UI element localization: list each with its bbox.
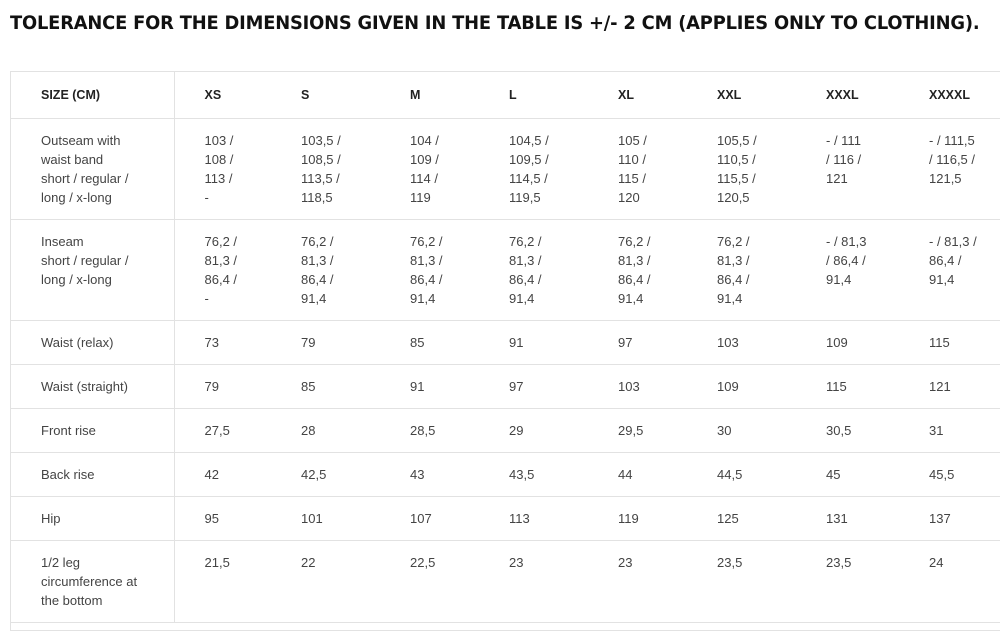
cell-value: - / 111,5 / 116,5 / 121,5 (929, 133, 976, 186)
table-row-back-rise (11, 453, 1000, 497)
row-label-text: Inseam short / regular / long / x-long (41, 234, 129, 287)
table-cell (479, 541, 588, 623)
cell-value: 30,5 (826, 423, 852, 438)
cell-value: 85 (410, 335, 425, 350)
table-cell (380, 220, 479, 321)
table-row-hip (11, 497, 1000, 541)
cell-value: 103,5 / 108,5 / 113,5 / 118,5 (301, 133, 341, 205)
cell-value: 104,5 / 109,5 / 114,5 / 119,5 (509, 133, 549, 205)
row-label (11, 453, 174, 497)
table-cell (899, 119, 1000, 220)
cell-value: 91 (410, 379, 425, 394)
row-label-text: Waist (relax) (41, 335, 114, 350)
row-label-text: Outseam with waist band short / regular / long / x-long (41, 133, 129, 205)
cell-value: 44 (618, 467, 633, 482)
table-cell (899, 365, 1000, 409)
cell-value: 42,5 (301, 467, 327, 482)
cell-value: 113 (509, 511, 530, 526)
table-cell (899, 541, 1000, 623)
cell-value: 23,5 (826, 555, 852, 570)
cell-value: 45 (826, 467, 841, 482)
cell-value: 91 (509, 335, 524, 350)
table-cell (271, 541, 380, 623)
table-cell (380, 497, 479, 541)
cell-value: 121 (929, 379, 951, 394)
cell-value: 44,5 (717, 467, 743, 482)
cell-value: 79 (204, 379, 219, 394)
table-cell (380, 365, 479, 409)
table-cell (174, 409, 271, 453)
cell-value: 104 / 109 / 114 / 119 (410, 133, 439, 205)
cell-value: 76,2 / 81,3 / 86,4 / 91,4 (410, 234, 443, 306)
cell-value: 107 (410, 511, 432, 526)
cell-value: 28 (301, 423, 316, 438)
row-label (11, 365, 174, 409)
table-cell (899, 409, 1000, 453)
table-cell (588, 541, 687, 623)
cell-value: 115 (929, 335, 950, 350)
table-cell (271, 497, 380, 541)
table-cell (588, 321, 687, 365)
cell-value: 27,5 (204, 423, 230, 438)
table-cell (479, 365, 588, 409)
cell-value: 119 (618, 511, 639, 526)
cell-value: - / 81,3 / 86,4 / 91,4 (826, 234, 867, 287)
cell-value: 23 (618, 555, 633, 570)
cell-value: 109 (717, 379, 739, 394)
cell-value: 97 (509, 379, 524, 394)
cell-value: 76,2 / 81,3 / 86,4 / 91,4 (301, 234, 334, 306)
cell-value: 76,2 / 81,3 / 86,4 / 91,4 (717, 234, 750, 306)
cell-value: 76,2 / 81,3 / 86,4 / 91,4 (509, 234, 542, 306)
row-label-text: Front rise (41, 423, 96, 438)
table-cell (796, 541, 899, 623)
cell-value: 109 (826, 335, 848, 350)
table-cell (588, 119, 687, 220)
cell-value: 43 (410, 467, 425, 482)
table-cell (174, 453, 271, 497)
row-label (11, 497, 174, 541)
cell-value: 43,5 (509, 467, 535, 482)
size-table (11, 72, 1000, 623)
header-size-xxl: XXL (687, 72, 796, 119)
table-cell (687, 409, 796, 453)
row-label (11, 220, 174, 321)
row-label-text: Back rise (41, 467, 95, 482)
cell-value: 22,5 (410, 555, 436, 570)
tolerance-notice: TOLERANCE FOR THE DIMENSIONS GIVEN IN THE TABLE IS +/- 2 CM (APPLIES ONLY TO CLOTHING). (10, 12, 980, 34)
cell-value: 103 (618, 379, 640, 394)
row-label-text: Waist (straight) (41, 379, 128, 394)
table-cell (271, 220, 380, 321)
table-cell (271, 119, 380, 220)
cell-value: 23,5 (717, 555, 743, 570)
cell-value: 105 / 110 / 115 / 120 (618, 133, 647, 205)
table-cell (796, 321, 899, 365)
cell-value: 79 (301, 335, 316, 350)
table-cell (380, 409, 479, 453)
cell-value: - / 111 / 116 / 121 (826, 133, 862, 186)
table-cell (687, 541, 796, 623)
table-cell (588, 497, 687, 541)
row-label-text: Hip (41, 511, 61, 526)
cell-value: 42 (204, 467, 219, 482)
table-row-waist-straight (11, 365, 1000, 409)
header-size-s: S (271, 72, 380, 119)
size-table-body (11, 119, 1000, 623)
cell-value: 30 (717, 423, 732, 438)
cell-value: 23 (509, 555, 524, 570)
table-cell (174, 365, 271, 409)
table-cell (687, 220, 796, 321)
row-label (11, 119, 174, 220)
header-size-cm: SIZE (CM) (11, 72, 174, 119)
cell-value: 105,5 / 110,5 / 115,5 / 120,5 (717, 133, 757, 205)
table-cell (899, 220, 1000, 321)
table-row-inseam (11, 220, 1000, 321)
table-cell (479, 119, 588, 220)
table-cell (796, 453, 899, 497)
cell-value: 21,5 (204, 555, 230, 570)
cell-value: 85 (301, 379, 316, 394)
cell-value: 22 (301, 555, 316, 570)
row-label (11, 321, 174, 365)
cell-value: 97 (618, 335, 633, 350)
table-cell (796, 220, 899, 321)
row-label (11, 409, 174, 453)
table-cell (687, 453, 796, 497)
table-cell (687, 365, 796, 409)
table-cell (796, 119, 899, 220)
table-cell (479, 220, 588, 321)
table-cell (174, 321, 271, 365)
table-cell (687, 119, 796, 220)
cell-value: 95 (204, 511, 219, 526)
table-cell (588, 453, 687, 497)
cell-value: 76,2 / 81,3 / 86,4 / - (204, 234, 238, 306)
cell-value: 29,5 (618, 423, 644, 438)
cell-value: 45,5 (929, 467, 955, 482)
row-label (11, 541, 174, 623)
header-size-xxxxl: XXXXL (899, 72, 1000, 119)
table-cell (899, 321, 1000, 365)
cell-value: 131 (826, 511, 848, 526)
table-cell (271, 453, 380, 497)
table-cell (174, 497, 271, 541)
cell-value: 24 (929, 555, 944, 570)
cell-value: 115 (826, 379, 847, 394)
cell-value: 28,5 (410, 423, 436, 438)
table-cell (271, 321, 380, 365)
table-cell (271, 409, 380, 453)
table-cell (687, 321, 796, 365)
cell-value: 29 (509, 423, 524, 438)
table-cell (380, 453, 479, 497)
table-cell (174, 119, 271, 220)
table-cell (588, 365, 687, 409)
cell-value: 31 (929, 423, 944, 438)
table-row-outseam (11, 119, 1000, 220)
table-cell (899, 453, 1000, 497)
cell-value: 103 / 108 / 113 / - (204, 133, 234, 205)
table-cell (271, 365, 380, 409)
table-row-waist-relax (11, 321, 1000, 365)
cell-value: 101 (301, 511, 323, 526)
header-row (11, 72, 1000, 119)
table-cell (174, 541, 271, 623)
table-cell (796, 497, 899, 541)
table-cell (479, 409, 588, 453)
table-cell (479, 453, 588, 497)
table-cell (380, 321, 479, 365)
table-cell (588, 220, 687, 321)
table-cell (174, 220, 271, 321)
table-cell (380, 541, 479, 623)
cell-value: 73 (204, 335, 219, 350)
table-cell (796, 365, 899, 409)
header-size-xs: XS (174, 72, 271, 119)
header-size-m: M (380, 72, 479, 119)
row-label-text: 1/2 leg circumference at the bottom (41, 555, 138, 608)
table-cell (687, 497, 796, 541)
table-cell (588, 409, 687, 453)
header-size-l: L (479, 72, 588, 119)
size-table-container (10, 71, 1000, 631)
table-cell (899, 497, 1000, 541)
header-size-xl: XL (588, 72, 687, 119)
cell-value: 103 (717, 335, 739, 350)
table-cell (796, 409, 899, 453)
table-cell (380, 119, 479, 220)
cell-value: 125 (717, 511, 739, 526)
table-row-front-rise (11, 409, 1000, 453)
table-cell (479, 321, 588, 365)
cell-value: 76,2 / 81,3 / 86,4 / 91,4 (618, 234, 651, 306)
cell-value: - / 81,3 / 86,4 / 91,4 (929, 234, 977, 287)
table-row-half-leg-circumference (11, 541, 1000, 623)
cell-value: 137 (929, 511, 951, 526)
header-size-xxxl: XXXL (796, 72, 899, 119)
table-cell (479, 497, 588, 541)
